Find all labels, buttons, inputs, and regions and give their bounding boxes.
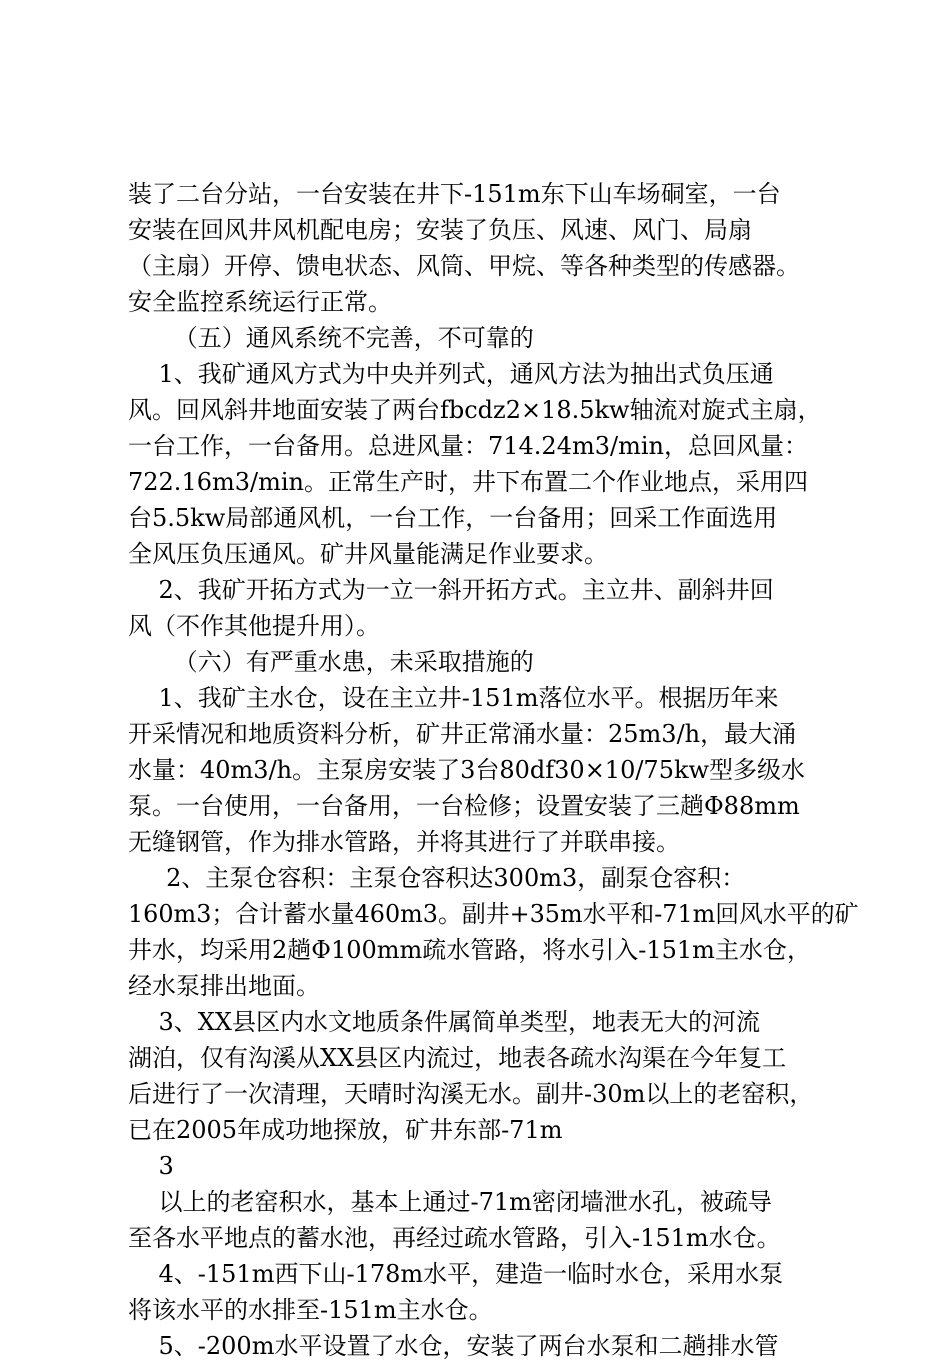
text-line: 2、我矿开拓方式为一立一斜开拓方式。主立井、副斜井回 bbox=[128, 576, 774, 604]
text-line: 经水泵排出地面。 bbox=[128, 972, 320, 1000]
text-line: 安装在回风井风机配电房；安装了负压、风速、风门、局扇 bbox=[128, 216, 752, 244]
text-line: 4、-151m西下山-178m水平，建造一临时水仓，采用水泵 bbox=[128, 1260, 784, 1288]
text-line: 3、XX县区内水文地质条件属简单类型，地表无大的河流 bbox=[128, 1008, 760, 1036]
text-line: 风。回风斜井地面安装了两台fbcdz2×18.5kw轴流对旋式主扇， bbox=[128, 396, 822, 424]
text-line: 湖泊，仅有沟溪从XX县区内流过，地表各疏水沟渠在今年复工 bbox=[128, 1044, 787, 1072]
text-line: 井水，均采用2趟Φ100mm疏水管路，将水引入-151m主水仓， bbox=[128, 936, 811, 964]
text-line: 将该水平的水排至-151m主水仓。 bbox=[128, 1296, 493, 1324]
page-number: 3 bbox=[128, 1152, 174, 1180]
text-line: 安全监控系统运行正常。 bbox=[128, 288, 392, 316]
text-line: 风（不作其他提升用）。 bbox=[128, 612, 380, 640]
text-line: 2、主泵仓容积：主泵仓容积达300m3，副泵仓容积： bbox=[128, 864, 746, 892]
text-line: 5、-200m水平设置了水仓，安装了两台水泵和二趟排水管 bbox=[128, 1332, 779, 1360]
text-line: 无缝钢管，作为排水管路，并将其进行了并联串接。 bbox=[128, 828, 680, 856]
text-line: 开采情况和地质资料分析，矿井正常涌水量：25m3/h，最大涌 bbox=[128, 720, 797, 748]
text-line: 722.16m3/min。正常生产时，井下布置二个作业地点，采用四 bbox=[128, 468, 808, 496]
text-line: 160m3；合计蓄水量460m3。副井+35m水平和-71m回风水平的矿 bbox=[128, 900, 859, 928]
section-heading-6: （六）有严重水患，未采取措施的 bbox=[128, 648, 534, 676]
document-body bbox=[128, 176, 858, 1364]
text-line: 已在2005年成功地探放，矿井东部-71m bbox=[128, 1116, 563, 1144]
text-line: 全风压负压通风。矿井风量能满足作业要求。 bbox=[128, 540, 608, 568]
text-line: 1、我矿通风方式为中央并列式，通风方法为抽出式负压通 bbox=[128, 360, 774, 388]
text-line: 泵。一台使用，一台备用，一台检修；设置安装了三趟Φ88mm bbox=[128, 792, 800, 820]
text-line: 水量：40m3/h。主泵房安装了3台80df30×10/75kw型多级水 bbox=[128, 756, 806, 784]
text-line: 一台工作，一台备用。总进风量：714.24m3/min，总回风量： bbox=[128, 432, 808, 460]
text-line: 装了二台分站，一台安装在井下-151m东下山车场硐室，一台 bbox=[128, 180, 781, 208]
text-line: 台5.5kw局部通风机，一台工作，一台备用；回采工作面选用 bbox=[128, 504, 778, 532]
text-line: （主扇）开停、馈电状态、风筒、甲烷、等各种类型的传感器。 bbox=[128, 252, 800, 280]
text-line: 1、我矿主水仓，设在主立井-151m落位水平。根据历年来 bbox=[128, 684, 779, 712]
text-line: 后进行了一次清理，天晴时沟溪无水。副井-30m以上的老窑积， bbox=[128, 1080, 814, 1108]
section-heading-5: （五）通风系统不完善，不可靠的 bbox=[128, 324, 534, 352]
text-line: 以上的老窑积水，基本上通过-71m密闭墙泄水孔，被疏导 bbox=[128, 1188, 772, 1216]
text-line: 至各水平地点的蓄水池，再经过疏水管路，引入-151m水仓。 bbox=[128, 1224, 781, 1252]
